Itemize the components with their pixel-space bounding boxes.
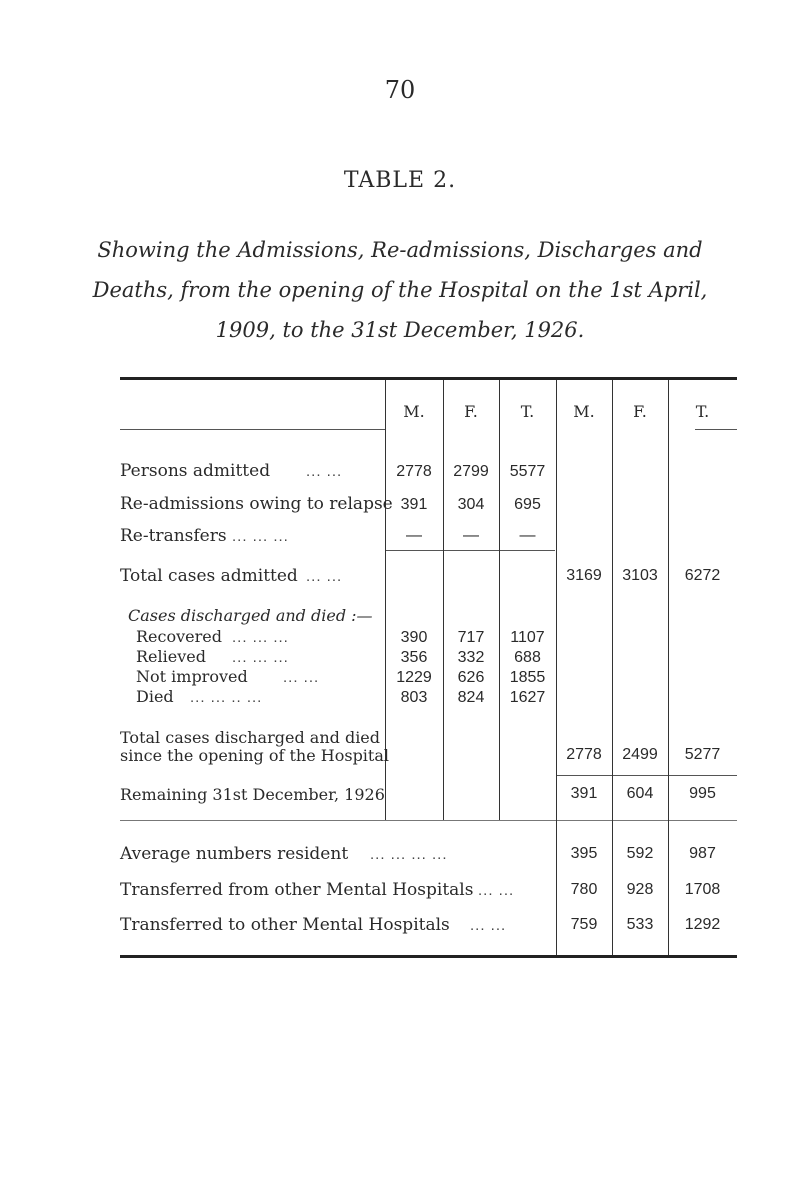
header-rule-left	[120, 429, 385, 430]
leader-dots: ... ... ...	[232, 649, 289, 666]
cell-value: 695	[514, 496, 541, 513]
column-divider	[612, 380, 613, 955]
row-label-total-discharged-continued: since the opening of the Hospital	[120, 746, 390, 765]
row-label-relieved: Relieved	[136, 647, 206, 666]
cell-value: 1292	[684, 916, 721, 933]
cell-value: 626	[457, 669, 485, 686]
leader-dots: ... ... ...	[232, 629, 289, 646]
cell-value: 1229	[396, 669, 432, 686]
cell-value: 391	[400, 496, 428, 513]
cell-value: 717	[457, 629, 485, 646]
cell-value: 3169	[566, 567, 602, 584]
row-label-not-improved: Not improved	[136, 667, 248, 686]
row-label-average-resident: Average numbers resident	[120, 844, 349, 864]
top-rule	[120, 377, 737, 380]
header-females: F.	[464, 402, 478, 421]
row-label-remaining: Remaining 31st December, 1926	[120, 785, 385, 804]
row-label-persons-admitted: Persons admitted	[120, 461, 271, 481]
cell-value: —	[406, 527, 422, 544]
row-label-readmissions: Re-admissions owing to relapse	[120, 494, 393, 514]
table-caption-line: 1909, to the 31st December, 1926.	[215, 318, 585, 342]
cell-value: —	[463, 527, 479, 544]
cell-value: 5577	[509, 463, 546, 480]
column-divider	[499, 380, 500, 820]
row-label-total-discharged: Total cases discharged and died	[120, 728, 381, 747]
leader-dots: ... ... ... ...	[370, 846, 448, 863]
cell-value: 1708	[684, 881, 721, 898]
header-total: T.	[520, 402, 535, 421]
cell-value: 6272	[684, 567, 721, 584]
cell-value: 5277	[684, 746, 721, 763]
admitted-block-rule	[385, 550, 555, 551]
row-label-total-admitted: Total cases admitted	[120, 566, 298, 586]
row-label-recovered: Recovered	[136, 627, 222, 646]
discharged-total-rule	[556, 775, 737, 776]
leader-dots: ... ...	[478, 882, 515, 899]
cell-value: 604	[626, 785, 654, 802]
cell-value: 391	[570, 785, 598, 802]
header-females: F.	[633, 402, 647, 421]
cell-value: 987	[689, 845, 716, 862]
header-total: T.	[695, 402, 710, 421]
column-divider	[443, 380, 444, 820]
cell-value: 803	[400, 689, 428, 706]
cell-value: 995	[689, 785, 716, 802]
cell-value: —	[519, 527, 536, 544]
cell-value: 356	[400, 649, 428, 666]
cell-value: 780	[570, 881, 598, 898]
table-title: TABLE 2.	[343, 168, 457, 193]
cell-value: 395	[570, 845, 598, 862]
page-number: 70	[384, 76, 416, 104]
table-caption-line: Deaths, from the opening of the Hospital on the 1st April,	[92, 278, 708, 302]
cell-value: 2778	[566, 746, 602, 763]
cell-value: 688	[514, 649, 541, 666]
cell-value: 759	[570, 916, 598, 933]
header-rule-right	[695, 429, 737, 430]
cell-value: 332	[457, 649, 485, 666]
leader-dots: ... ...	[470, 917, 507, 934]
row-label-died: Died	[136, 687, 174, 706]
row-label-transferred-to: Transferred to other Mental Hospitals	[120, 915, 450, 935]
cell-value: 592	[626, 845, 654, 862]
cell-value: 304	[457, 496, 485, 513]
cell-value: 2778	[396, 463, 432, 480]
cell-value: 1627	[509, 689, 546, 706]
cell-value: 824	[457, 689, 485, 706]
row-label-transferred-from: Transferred from other Mental Hospitals	[120, 880, 474, 900]
leader-dots: ... ... ...	[232, 528, 289, 545]
column-divider	[556, 380, 557, 955]
leader-dots: ... ... .. ...	[190, 689, 263, 706]
leader-dots: ... ...	[283, 669, 320, 686]
section-heading-discharged: Cases discharged and died :—	[128, 606, 373, 625]
cell-value: 1855	[509, 669, 546, 686]
leader-dots: ... ...	[306, 568, 343, 585]
cell-value: 1107	[510, 629, 545, 646]
header-males: M.	[403, 402, 425, 421]
cell-value: 3103	[622, 567, 658, 584]
cell-value: 390	[400, 629, 428, 646]
main-block-rule	[120, 820, 737, 821]
row-label-retransfers: Re-transfers	[120, 526, 227, 546]
cell-value: 2799	[453, 463, 489, 480]
column-divider	[668, 380, 669, 955]
cell-value: 533	[626, 916, 654, 933]
cell-value: 928	[626, 881, 654, 898]
header-males: M.	[573, 402, 595, 421]
cell-value: 2499	[622, 746, 658, 763]
leader-dots: ... ...	[306, 463, 343, 480]
table-caption-line: Showing the Admissions, Re-admissions, Discharges and	[97, 238, 703, 262]
bottom-rule	[120, 955, 737, 958]
